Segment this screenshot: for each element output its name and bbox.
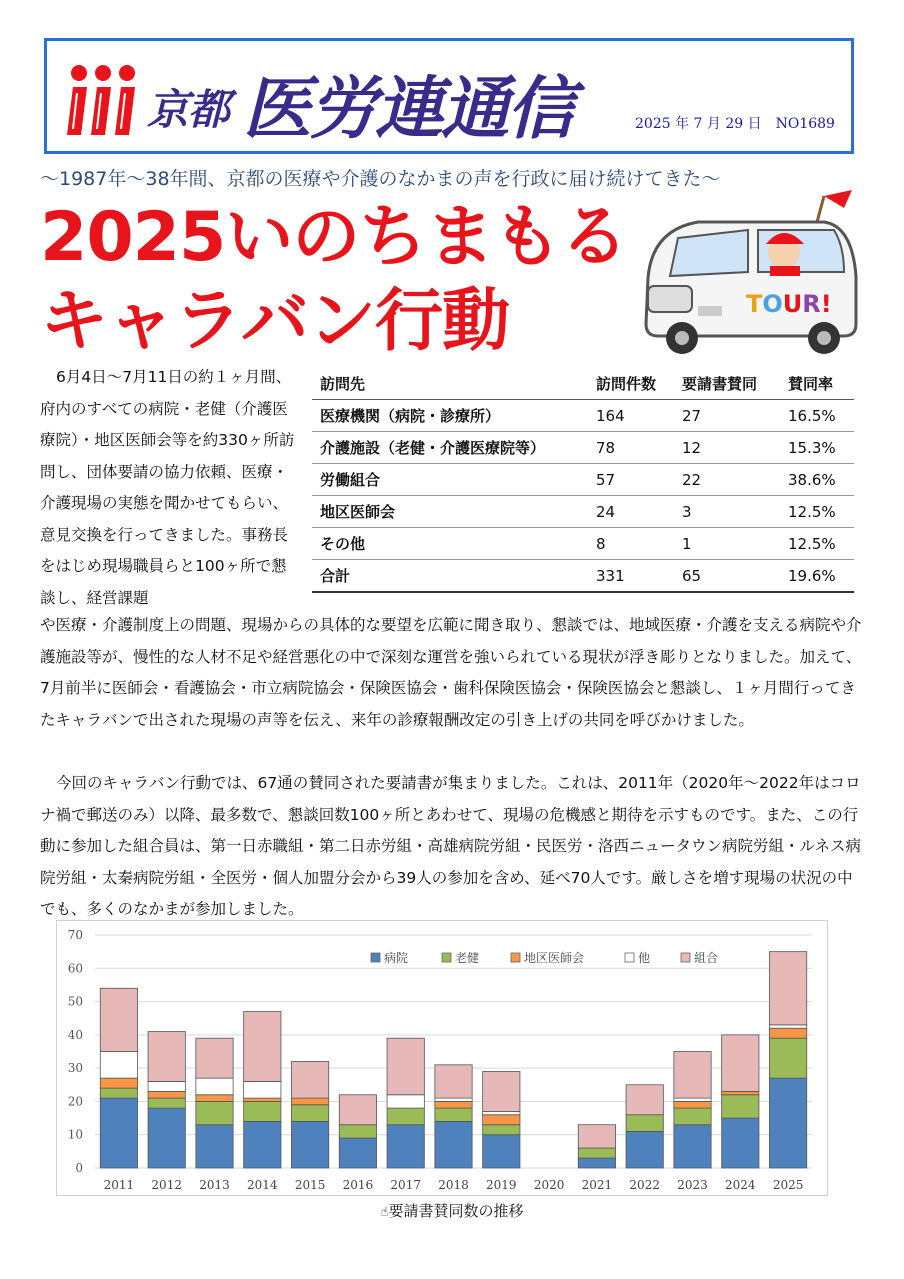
legend-label: 地区医師会 (524, 951, 585, 965)
legend-label: 他 (638, 951, 651, 965)
table-row (312, 496, 854, 528)
bar-segment (578, 1125, 615, 1148)
visits-table (312, 368, 854, 593)
bar-segment (435, 1108, 472, 1121)
table-cell: 65 (674, 560, 780, 593)
table-cell: 12 (674, 432, 780, 464)
y-tick-label: 70 (67, 928, 83, 942)
y-tick-label: 40 (67, 1027, 83, 1042)
bar-segment (244, 1121, 281, 1168)
legend-label: 病院 (384, 951, 409, 965)
bar-segment (291, 1121, 328, 1168)
bar-segment (578, 1158, 615, 1168)
bar-segment (483, 1071, 520, 1111)
headline-line-1: 2025いのちまもる (40, 198, 628, 277)
legend-swatch (442, 953, 451, 962)
table-cell: 12.5% (780, 496, 854, 528)
bar-segment (100, 1052, 137, 1079)
table-row (312, 432, 854, 464)
legend-swatch (371, 953, 380, 962)
bar-segment (100, 1088, 137, 1098)
table-cell: 16.5% (780, 400, 854, 432)
table-cell: 78 (588, 432, 674, 464)
table-row (312, 528, 854, 560)
y-tick-label: 10 (67, 1127, 83, 1142)
bar-segment (769, 1078, 806, 1168)
chart-caption-text: 要請書賛同数の推移 (388, 1202, 524, 1220)
bar-segment (196, 1101, 233, 1124)
bar-segment (769, 1038, 806, 1078)
table-cell: 医療機関（病院・診療所） (312, 400, 588, 432)
bar-segment (244, 1081, 281, 1098)
y-tick-label: 60 (67, 961, 83, 976)
bar-segment (674, 1098, 711, 1101)
table-cell: 3 (674, 496, 780, 528)
bar-segment (626, 1085, 663, 1115)
table-cell: 38.6% (780, 464, 854, 496)
x-tick-label: 2014 (247, 1178, 278, 1192)
table-header: 賛同率 (780, 368, 854, 400)
table-header: 訪問件数 (588, 368, 674, 400)
table-cell: 331 (588, 560, 674, 593)
bar-segment (196, 1078, 233, 1095)
table-header: 要請書賛同 (674, 368, 780, 400)
x-tick-label: 2012 (151, 1178, 182, 1192)
bar-segment (483, 1125, 520, 1135)
bar-segment (148, 1081, 185, 1091)
stacked-bar-chart (57, 921, 827, 1195)
table-cell: 57 (588, 464, 674, 496)
y-tick-label: 20 (67, 1094, 83, 1109)
table-row (312, 464, 854, 496)
bar-segment (291, 1105, 328, 1122)
bus-sign: TOUR! (746, 290, 832, 318)
bar-segment (435, 1098, 472, 1101)
x-tick-label: 2011 (103, 1178, 135, 1192)
table-cell: 15.3% (780, 432, 854, 464)
bar-segment (387, 1108, 424, 1125)
bar-segment (196, 1095, 233, 1102)
table-cell: 1 (674, 528, 780, 560)
bar-segment (196, 1038, 233, 1078)
bar-segment (769, 1025, 806, 1028)
bar-segment (291, 1061, 328, 1098)
bar-segment (339, 1125, 376, 1138)
bar-segment (674, 1101, 711, 1108)
bar-segment (148, 1098, 185, 1108)
x-tick-label: 2017 (390, 1178, 421, 1192)
y-tick-label: 30 (67, 1061, 83, 1076)
body-paragraph-1: や医療・介護制度上の問題、現場からの具体的な要望を広範に聞き取り、懇談では、地域医療・介護を支える病院や介護施設等が、慢性的な人材不足や経営悪化の中で深刻な運営を強いられている現状が浮き彫りとなりました。加えて、7月前半に医師会・看護協会・市立病院協会・保険医協会・歯科保険医協会・保険医協会と懇談し、１ヶ月間行ってきたキャラバンで出された現場の声等を伝え、来年の診療報酬改定の引き上げの共同を呼びかけました。 (40, 616, 862, 729)
bar-segment (387, 1095, 424, 1108)
tour-bus-illustration (638, 186, 864, 356)
masthead (44, 38, 854, 154)
bar-segment (626, 1115, 663, 1132)
bar-segment (674, 1108, 711, 1125)
bar-segment (435, 1101, 472, 1108)
body-text-2: 今回のキャラバン行動では、67通の賛同された要請書が集まりました。これは、2011年（2020年～2022年はコロナ禍で郵送のみ）以降、最多数で、懇談回数100ヶ所とあわせて、現場の危機感と期待を示すものです。また、この行動に参加した組合員は、第一日赤職組・第二日赤労組・高雄病院労組・民医労・洛西ニュータウン病院労組・ルネス病院労組・太秦病院労組・全医労・個人加盟分会から39人の参加を含め、延べ70人です。厳しさを増す現場の状況の中でも、多くのなかまが参加しました。 (40, 774, 862, 918)
intro-paragraph (40, 362, 296, 614)
x-tick-label: 2024 (725, 1178, 756, 1192)
bar-segment (722, 1118, 759, 1168)
bar-segment (769, 1028, 806, 1038)
bar-segment (722, 1035, 759, 1092)
x-tick-label: 2019 (486, 1178, 517, 1192)
table-cell: 8 (588, 528, 674, 560)
bar-segment (387, 1125, 424, 1168)
bar-segment (435, 1065, 472, 1098)
x-tick-label: 2025 (772, 1178, 804, 1192)
bar-segment (100, 988, 137, 1051)
bar-segment (339, 1138, 376, 1168)
y-tick-label: 0 (75, 1161, 83, 1175)
bar-segment (196, 1125, 233, 1168)
pointer-icon: ☝ (380, 1205, 389, 1220)
table-row-total (312, 560, 854, 593)
chart-frame (56, 920, 828, 1196)
bar-segment (100, 1078, 137, 1088)
table-cell: 24 (588, 496, 674, 528)
table-cell: その他 (312, 528, 588, 560)
bar-segment (769, 952, 806, 1025)
bar-segment (148, 1032, 185, 1082)
x-tick-label: 2016 (342, 1178, 374, 1192)
legend-swatch (681, 953, 690, 962)
bar-segment (244, 1101, 281, 1121)
table-cell: 地区医師会 (312, 496, 588, 528)
legend-label: 老健 (455, 951, 480, 965)
bar-segment (674, 1052, 711, 1099)
bar-segment (244, 1012, 281, 1082)
bar-segment (578, 1148, 615, 1158)
bar-segment (435, 1121, 472, 1168)
intro-text: 6月4日～7月11日の約１ヶ月間、府内のすべての病院・老健（介護医療院）・地区医師会等を約330ヶ所訪問し、団体要請の協力依頼、医療・介護現場の実態を聞かせてもらい、意見交換を行ってきました。事務長をはじめ現場職員らと100ヶ所で懇談し、経営課題 (40, 368, 295, 607)
bar-segment (483, 1111, 520, 1114)
bar-segment (244, 1098, 281, 1101)
headline-line-2: キャラバン行動 (40, 282, 510, 361)
y-tick-label: 50 (67, 994, 83, 1009)
bar-segment (722, 1091, 759, 1094)
x-tick-label: 2015 (294, 1178, 326, 1192)
bar-segment (291, 1098, 328, 1105)
bar-segment (483, 1135, 520, 1168)
bar-segment (483, 1115, 520, 1125)
headline (40, 196, 627, 364)
tagline: ～1987年～38年間、京都の医療や介護のなかまの声を行政に届け続けてきた～ (40, 168, 721, 190)
table-cell: 19.6% (780, 560, 854, 593)
legend-swatch (511, 953, 520, 962)
table-header-row (312, 368, 854, 400)
bar-segment (339, 1095, 376, 1125)
table-cell: 介護施設（老健・介護医療院等） (312, 432, 588, 464)
bar-segment (722, 1095, 759, 1118)
bar-segment (674, 1125, 711, 1168)
table-cell: 27 (674, 400, 780, 432)
x-tick-label: 2018 (438, 1178, 469, 1192)
table-cell: 164 (588, 400, 674, 432)
x-tick-label: 2022 (629, 1178, 660, 1192)
body-paragraph-2 (40, 768, 862, 926)
masthead-title: 医労連通信 (243, 70, 574, 149)
table-cell: 12.5% (780, 528, 854, 560)
union-logo (65, 63, 143, 139)
x-tick-label: 2020 (533, 1178, 565, 1192)
legend-swatch (625, 953, 634, 962)
x-tick-label: 2013 (199, 1178, 230, 1192)
bar-segment (148, 1108, 185, 1168)
table-cell: 合計 (312, 560, 588, 593)
table-header: 訪問先 (312, 368, 588, 400)
x-tick-label: 2023 (677, 1178, 708, 1192)
table-cell: 労働組合 (312, 464, 588, 496)
table-row (312, 400, 854, 432)
masthead-title-kyoto: 京都 (147, 85, 230, 134)
x-tick-label: 2021 (581, 1178, 613, 1192)
issue-date-number: 2025 年 7 月 29 日 NO1689 (635, 116, 835, 132)
bar-segment (148, 1091, 185, 1098)
table-cell: 22 (674, 464, 780, 496)
bar-segment (100, 1098, 137, 1168)
bar-segment (626, 1131, 663, 1168)
bar-segment (387, 1038, 424, 1095)
legend-label: 組合 (694, 951, 719, 965)
chart-caption (0, 1200, 904, 1221)
